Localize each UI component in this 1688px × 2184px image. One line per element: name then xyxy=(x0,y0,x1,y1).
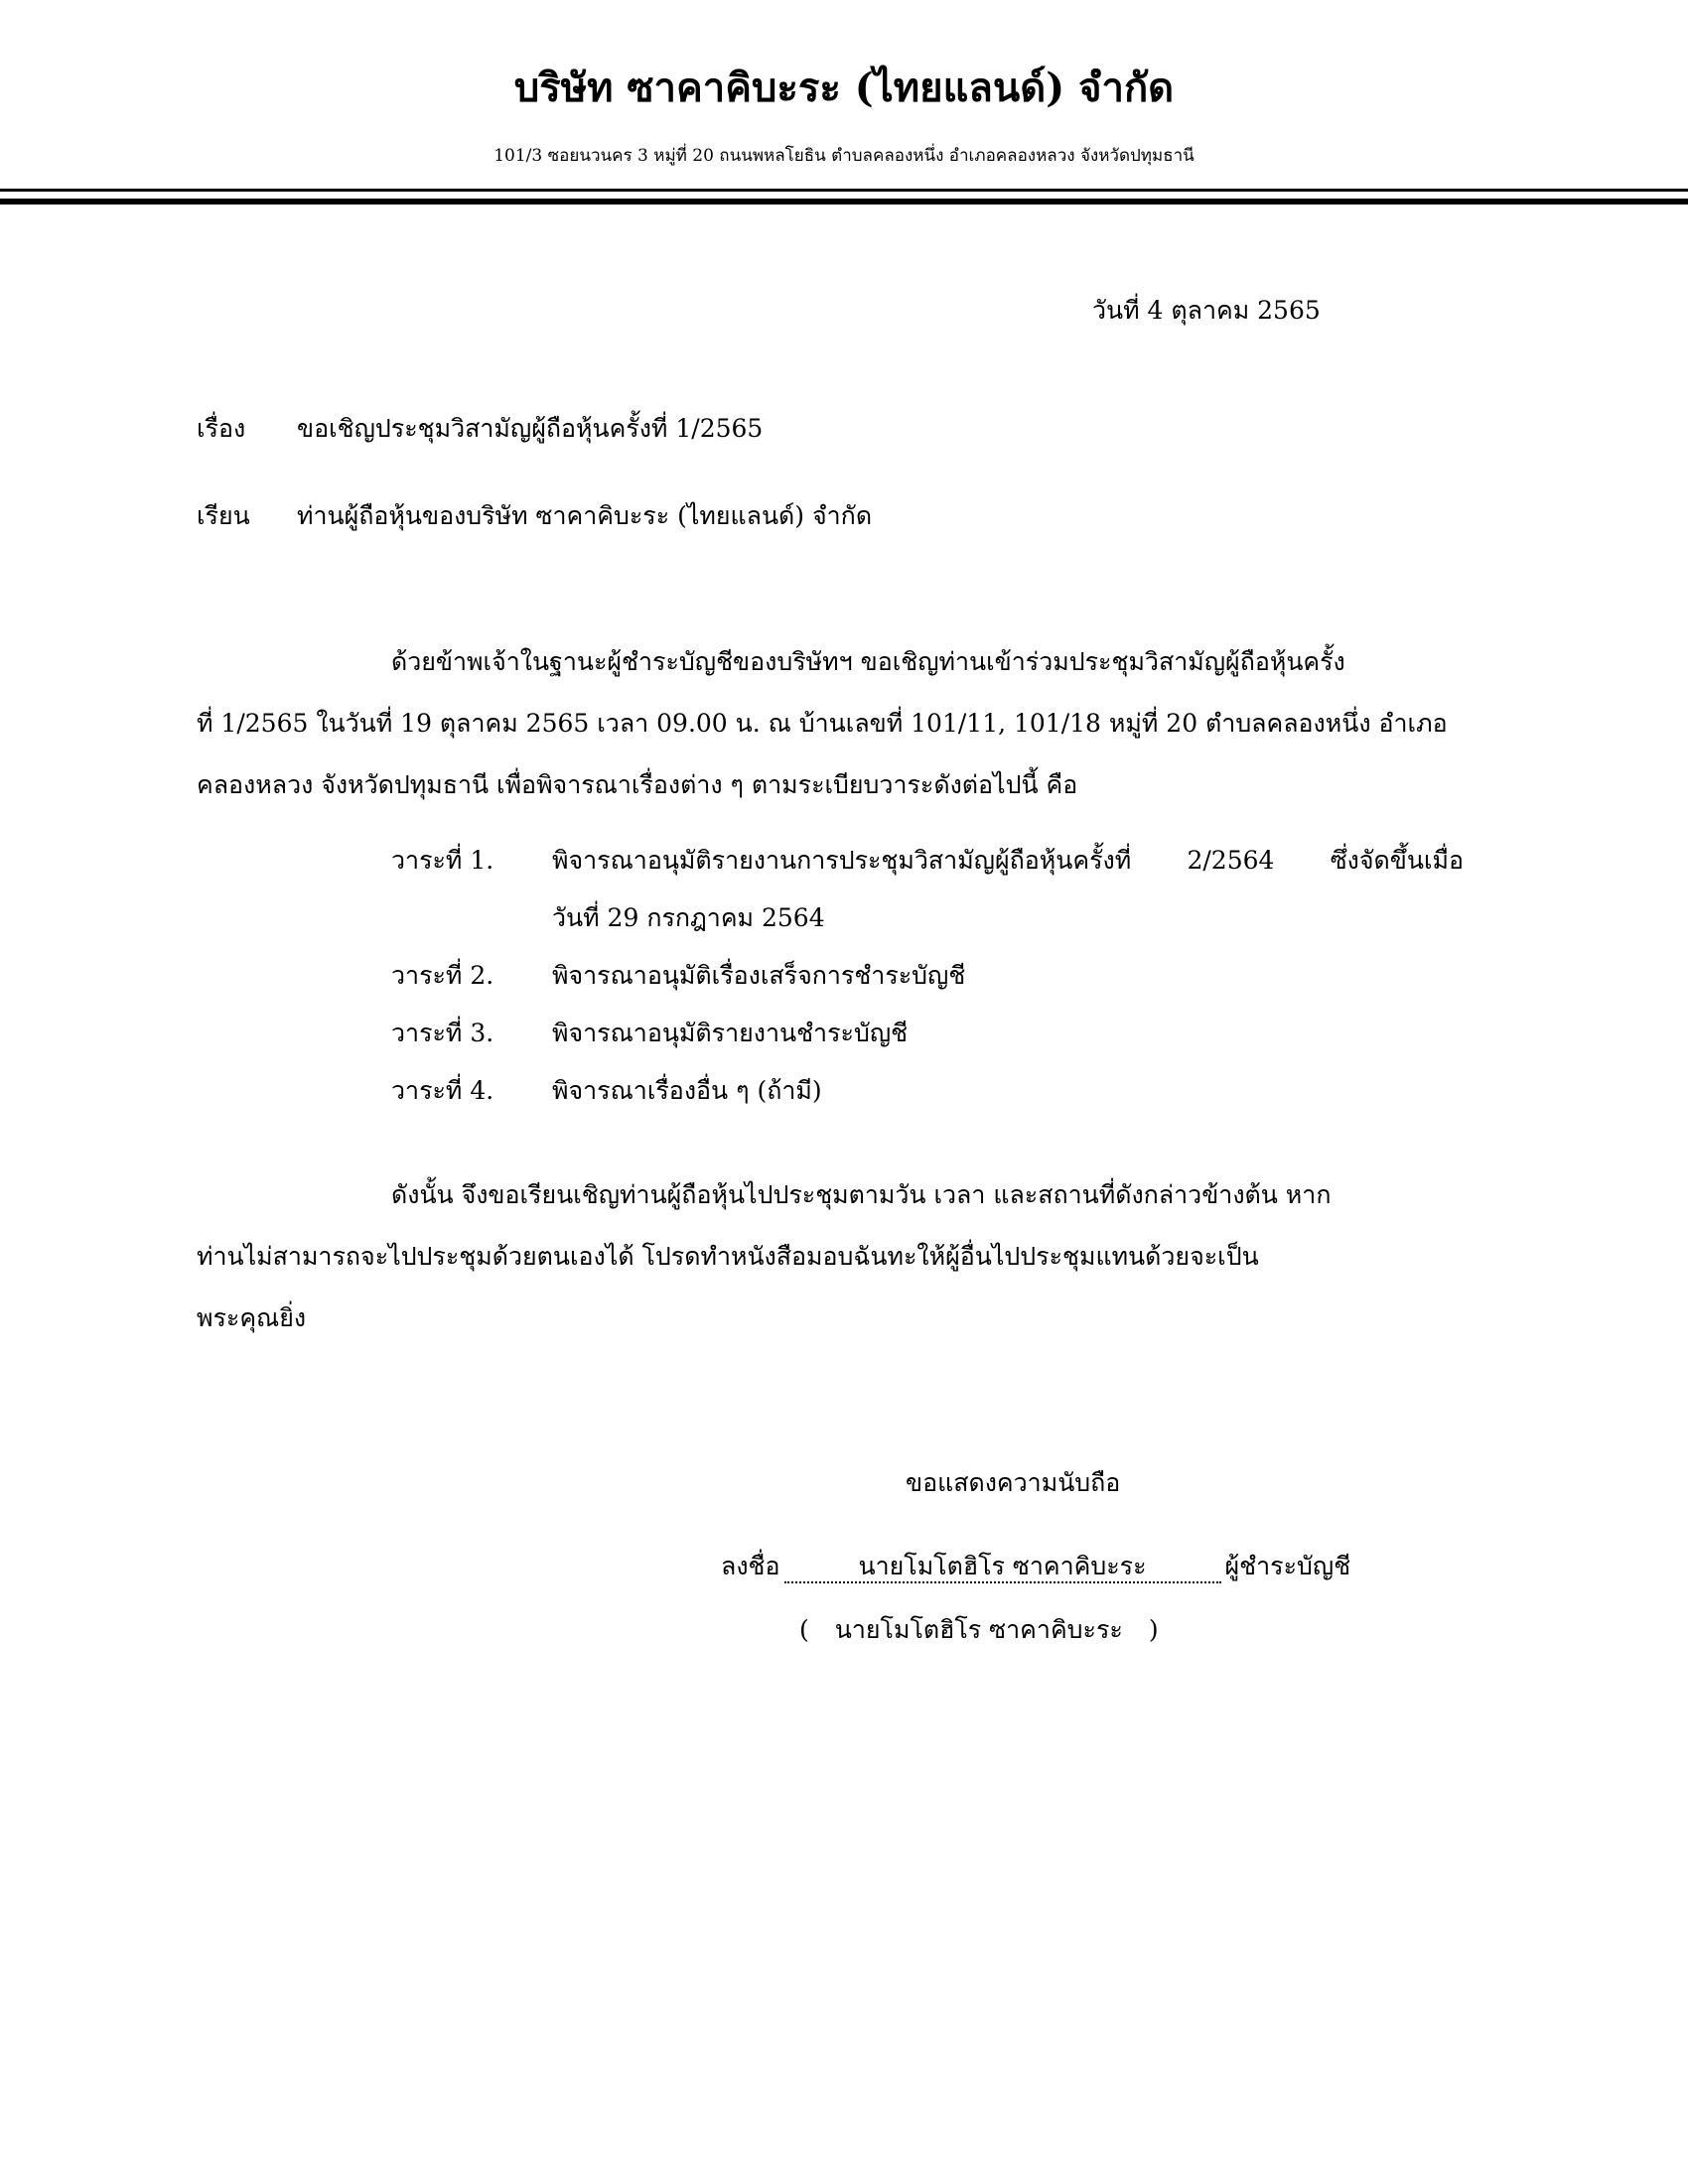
signature-row xyxy=(721,1547,1350,1586)
subject-row xyxy=(197,409,763,449)
close-paren: ) xyxy=(1148,1615,1159,1644)
agenda-text: พิจารณาอนุมัติรายงานชำระบัญชี xyxy=(552,1019,909,1047)
salutation-text: ท่านผู้ถือหุ้นของบริษัท ซาคาคิบะระ (ไทยแลนด์) จำกัด xyxy=(297,501,873,530)
header-divider-thin xyxy=(0,189,1688,192)
printed-name-row xyxy=(799,1610,1159,1650)
body-paragraph-1 xyxy=(197,631,1462,816)
header-divider-thick xyxy=(0,199,1688,205)
open-paren: ( xyxy=(799,1615,809,1644)
paragraph-line: คลองหลวง จังหวัดปทุมธานี เพื่อพิจารณาเรื่องต่าง ๆ ตามระเบียบวาระดังต่อไปนี้ คือ xyxy=(197,770,1078,799)
subject-text: ขอเชิญประชุมวิสามัญผู้ถือหุ้นครั้งที่ 1/2565 xyxy=(297,414,764,443)
agenda-number: วาระที่ 4. xyxy=(391,1076,494,1105)
subject-label: เรื่อง xyxy=(197,414,246,443)
signer-title: ผู้ชำระบัญชี xyxy=(1224,1552,1351,1580)
company-address: 101/3 ซอยนวนคร 3 หมู่ที่ 20 ถนนพหลโยธิน ตำบลคลองหนึ่ง อำเภอคลองหลวง จังหวัดปทุมธานี xyxy=(493,146,1195,166)
agenda-item xyxy=(391,832,1464,947)
salutation-label: เรียน xyxy=(197,501,250,530)
agenda-item xyxy=(391,947,1464,1005)
agenda-number: วาระที่ 1. xyxy=(391,846,494,875)
agenda-text: พิจารณาอนุมัติรายงานการประชุมวิสามัญผู้ถือหุ้นครั้งที่ 2/2564 ซึ่งจัดขึ้นเมื่อ xyxy=(552,846,1464,875)
paragraph-line: ด้วยข้าพเจ้าในฐานะผู้ชำระบัญชีของบริษัทฯ ขอเชิญท่านเข้าร่วมประชุมวิสามัญผู้ถือหุ้นครั้ง xyxy=(391,647,1345,676)
printed-name: นายโมโตฮิโร ซาคาคิบะระ xyxy=(834,1615,1123,1644)
agenda-number: วาระที่ 2. xyxy=(391,961,494,990)
agenda-text-continued: วันที่ 29 กรกฎาคม 2564 xyxy=(552,903,825,932)
agenda-text: พิจารณาอนุมัติเรื่องเสร็จการชำระบัญชี xyxy=(552,961,966,990)
letter-date: วันที่ 4 ตุลาคม 2565 xyxy=(1092,296,1321,325)
agenda-text: พิจารณาเรื่องอื่น ๆ (ถ้ามี) xyxy=(552,1076,822,1105)
signature-line: นายโมโตฮิโร ซาคาคิบะระ xyxy=(784,1552,1221,1583)
agenda-item xyxy=(391,1005,1464,1062)
closing-text: ขอแสดงความนับถือ xyxy=(906,1468,1121,1497)
paragraph-line: ท่านไม่สามารถจะไปประชุมด้วยตนเองได้ โปรดทำหนังสือมอบฉันทะให้ผู้อื่นไปประชุมแทนด้วยจะเป็น xyxy=(197,1242,1259,1271)
paragraph-line: ที่ 1/2565 ในวันที่ 19 ตุลาคม 2565 เวลา 09.00 น. ณ บ้านเลขที่ 101/11, 101/18 หมู่ที่ 20 ตำบลคลองหนึ่ง อำเภอ xyxy=(197,709,1448,738)
agenda-list xyxy=(391,832,1464,1120)
agenda-number: วาระที่ 3. xyxy=(391,1019,494,1047)
body-paragraph-2 xyxy=(197,1164,1462,1349)
salutation-row xyxy=(197,496,872,536)
sign-label: ลงชื่อ xyxy=(721,1552,780,1580)
company-name: บริษัท ซาคาคิบะระ (ไทยแลนด์) จำกัด xyxy=(513,65,1175,111)
paragraph-line: พระคุณยิ่ง xyxy=(197,1303,307,1332)
paragraph-line: ดังนั้น จึงขอเรียนเชิญท่านผู้ถือหุ้นไปประชุมตามวัน เวลา และสถานที่ดังกล่าวข้างต้น หาก xyxy=(391,1180,1332,1209)
agenda-item xyxy=(391,1062,1464,1120)
